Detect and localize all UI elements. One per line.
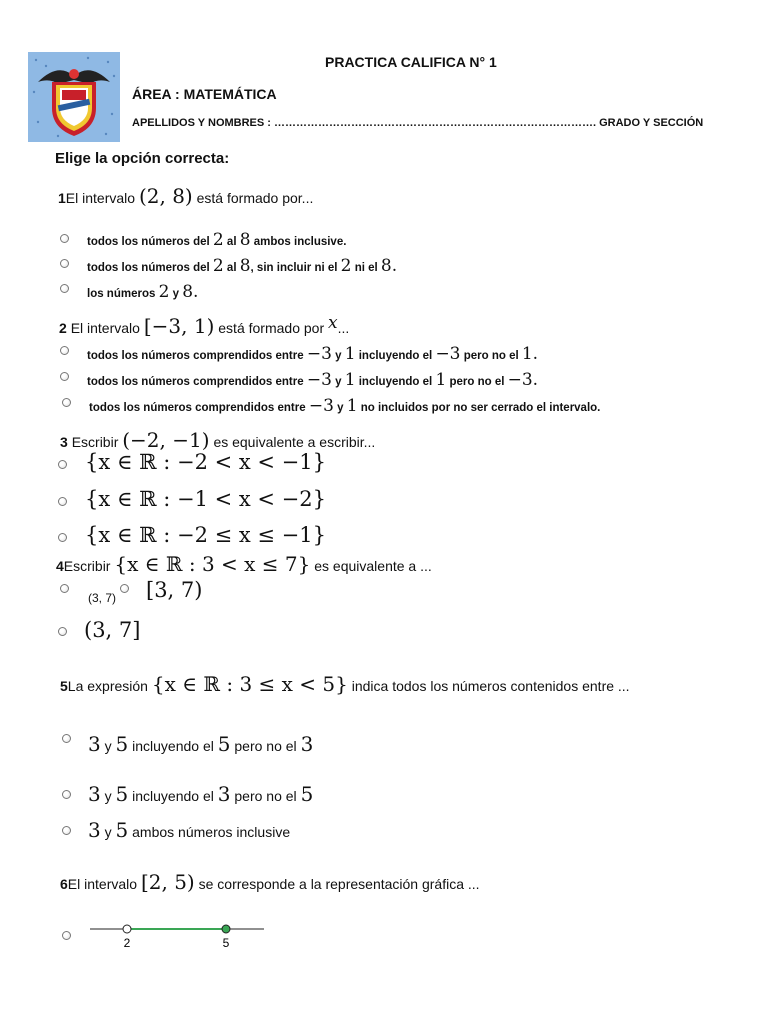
opt-math: 2 bbox=[340, 256, 352, 276]
opt-text: y bbox=[335, 376, 342, 388]
radio-option[interactable] bbox=[60, 346, 69, 355]
opt-text: no incluidos por no ser cerrado el intervalo. bbox=[360, 402, 601, 414]
opt-math: −3 bbox=[435, 344, 461, 364]
opt-math: 8. bbox=[380, 256, 398, 276]
opt-math: 1 bbox=[435, 370, 447, 390]
opt-math: 8. bbox=[182, 282, 199, 302]
question-math: {x ∈ ℝ : 3 < x ≤ 7} bbox=[114, 552, 311, 576]
opt-text: y bbox=[104, 788, 112, 804]
opt-math: −3 bbox=[308, 396, 334, 416]
question-2 bbox=[59, 314, 349, 338]
number-line bbox=[86, 918, 270, 954]
opt-text: y bbox=[104, 738, 112, 754]
opt-text: todos los números comprendidos entre bbox=[87, 350, 304, 362]
option-text: (3, 7) bbox=[88, 591, 117, 605]
question-math: [−3, 1) bbox=[143, 314, 215, 338]
question-math: (−2, −1) bbox=[122, 428, 210, 452]
option-text bbox=[87, 282, 198, 302]
opt-text: todos los números del bbox=[87, 236, 210, 248]
opt-math: 3 bbox=[88, 732, 101, 756]
opt-math: 3 bbox=[88, 818, 101, 842]
opt-math: 3 bbox=[300, 732, 314, 756]
question-math: x bbox=[328, 313, 338, 333]
question-number: 3 bbox=[60, 434, 68, 450]
option-math: (3, 7] bbox=[84, 618, 141, 642]
option-math: [3, 7) bbox=[146, 578, 203, 602]
opt-text: al bbox=[226, 262, 237, 274]
option-math: {x ∈ ℝ : −1 < x < −2} bbox=[85, 487, 326, 511]
opt-text: y bbox=[172, 288, 180, 300]
opt-text: los números bbox=[87, 288, 156, 300]
radio-option[interactable] bbox=[62, 734, 71, 743]
opt-text: todos los números comprendidos entre bbox=[89, 402, 306, 414]
radio-option[interactable] bbox=[60, 372, 69, 381]
opt-text: y bbox=[337, 402, 344, 414]
opt-text: todos los números del bbox=[87, 262, 210, 274]
question-number: 4 bbox=[56, 558, 64, 574]
option-text bbox=[87, 256, 397, 276]
question-4 bbox=[56, 552, 432, 576]
question-1 bbox=[58, 184, 313, 208]
question-text: La expresión bbox=[67, 678, 148, 694]
radio-option[interactable] bbox=[62, 790, 71, 799]
opt-math: 5 bbox=[115, 732, 129, 756]
radio-option[interactable] bbox=[60, 259, 69, 268]
radio-option[interactable] bbox=[58, 627, 67, 636]
question-text: es equivalente a ... bbox=[314, 558, 432, 574]
option-text bbox=[87, 370, 538, 390]
page-title: PRACTICA CALIFICA N° 1 bbox=[325, 54, 497, 70]
opt-math: −3 bbox=[306, 344, 332, 364]
radio-option[interactable] bbox=[58, 533, 67, 542]
number-line-label-end: 5 bbox=[222, 936, 230, 950]
opt-math: 5 bbox=[300, 782, 314, 806]
instructions: Elige la opción correcta: bbox=[55, 150, 230, 167]
radio-option[interactable] bbox=[120, 584, 129, 593]
question-5 bbox=[60, 672, 630, 696]
opt-text: ni el bbox=[354, 262, 378, 274]
opt-math: −3 bbox=[306, 370, 332, 390]
opt-math: 8 bbox=[239, 230, 251, 250]
closed-endpoint bbox=[222, 925, 230, 933]
opt-math: 1 bbox=[344, 344, 356, 364]
question-math: (2, 8) bbox=[138, 184, 193, 208]
option-math: {x ∈ ℝ : −2 ≤ x ≤ −1} bbox=[85, 523, 326, 547]
question-text: está formado por bbox=[218, 320, 325, 336]
question-text: ... bbox=[337, 320, 350, 336]
opt-math: 1 bbox=[344, 370, 356, 390]
option-math: {x ∈ ℝ : −2 < x < −1} bbox=[85, 450, 326, 474]
radio-option[interactable] bbox=[60, 284, 69, 293]
radio-option[interactable] bbox=[58, 460, 67, 469]
opt-text: , sin incluir ni el bbox=[250, 262, 338, 274]
option-text bbox=[88, 818, 290, 842]
question-text: Escribir bbox=[71, 434, 119, 450]
school-logo bbox=[28, 52, 120, 142]
option-text bbox=[87, 344, 538, 364]
opt-text: incluyendo el bbox=[132, 788, 214, 804]
opt-text: y bbox=[335, 350, 342, 362]
question-number: 6 bbox=[60, 876, 68, 892]
opt-text: pero no el bbox=[234, 738, 297, 754]
option-text bbox=[87, 230, 346, 250]
number-line-label-start: 2 bbox=[123, 936, 131, 950]
opt-text: pero no el bbox=[449, 376, 505, 388]
opt-math: 1 bbox=[346, 396, 358, 416]
opt-text: pero no el bbox=[463, 350, 519, 362]
radio-option[interactable] bbox=[62, 931, 71, 940]
opt-math: 5 bbox=[217, 732, 231, 756]
opt-math: 2 bbox=[158, 282, 170, 302]
question-text: El intervalo bbox=[70, 320, 140, 336]
school-crest-icon bbox=[28, 52, 120, 142]
opt-math: 2 bbox=[212, 230, 224, 250]
opt-math: 5 bbox=[115, 782, 129, 806]
opt-math: 5 bbox=[115, 818, 129, 842]
question-6 bbox=[60, 870, 480, 894]
question-text: Escribir bbox=[63, 558, 111, 574]
opt-text: incluyendo el bbox=[358, 376, 433, 388]
option-text bbox=[88, 732, 313, 756]
question-text: El intervalo bbox=[67, 876, 138, 892]
option-text bbox=[88, 782, 313, 806]
question-text: se corresponde a la representación gráfica ... bbox=[198, 876, 480, 892]
option-text bbox=[89, 396, 600, 416]
subject-area: ÁREA : MATEMÁTICA bbox=[132, 86, 277, 102]
question-text: El intervalo bbox=[65, 190, 136, 206]
radio-option[interactable] bbox=[60, 234, 69, 243]
opt-math: 3 bbox=[217, 782, 231, 806]
opt-text: incluyendo el bbox=[358, 350, 433, 362]
question-number: 5 bbox=[60, 678, 68, 694]
opt-math: 2 bbox=[212, 256, 224, 276]
question-number: 1 bbox=[58, 190, 66, 206]
radio-option[interactable] bbox=[62, 398, 71, 407]
opt-math: 3 bbox=[88, 782, 101, 806]
student-name-line: APELLIDOS Y NOMBRES : ……………………………………………………………………………. GRADO Y SECCIÓN bbox=[132, 117, 704, 129]
question-text: indica todos los números contenidos entre ... bbox=[351, 678, 630, 694]
opt-text: ambos inclusive. bbox=[253, 236, 347, 248]
opt-text: pero no el bbox=[234, 788, 297, 804]
question-text: es equivalente a escribir... bbox=[213, 434, 376, 450]
question-text: está formado por... bbox=[196, 190, 314, 206]
opt-text: incluyendo el bbox=[132, 738, 214, 754]
question-math: [2, 5) bbox=[140, 870, 195, 894]
opt-math: 8 bbox=[239, 256, 251, 276]
opt-math: −3. bbox=[507, 370, 539, 390]
opt-text: al bbox=[226, 236, 237, 248]
radio-option[interactable] bbox=[60, 584, 69, 593]
radio-option[interactable] bbox=[58, 497, 67, 506]
question-3 bbox=[60, 428, 375, 452]
open-endpoint bbox=[123, 925, 131, 933]
opt-math: 1. bbox=[521, 344, 539, 364]
question-number: 2 bbox=[59, 320, 67, 336]
question-math: {x ∈ ℝ : 3 ≤ x < 5} bbox=[151, 672, 348, 696]
opt-text: ambos números inclusive bbox=[132, 824, 291, 840]
radio-option[interactable] bbox=[62, 826, 71, 835]
opt-text: todos los números comprendidos entre bbox=[87, 376, 304, 388]
opt-text: y bbox=[104, 824, 112, 840]
